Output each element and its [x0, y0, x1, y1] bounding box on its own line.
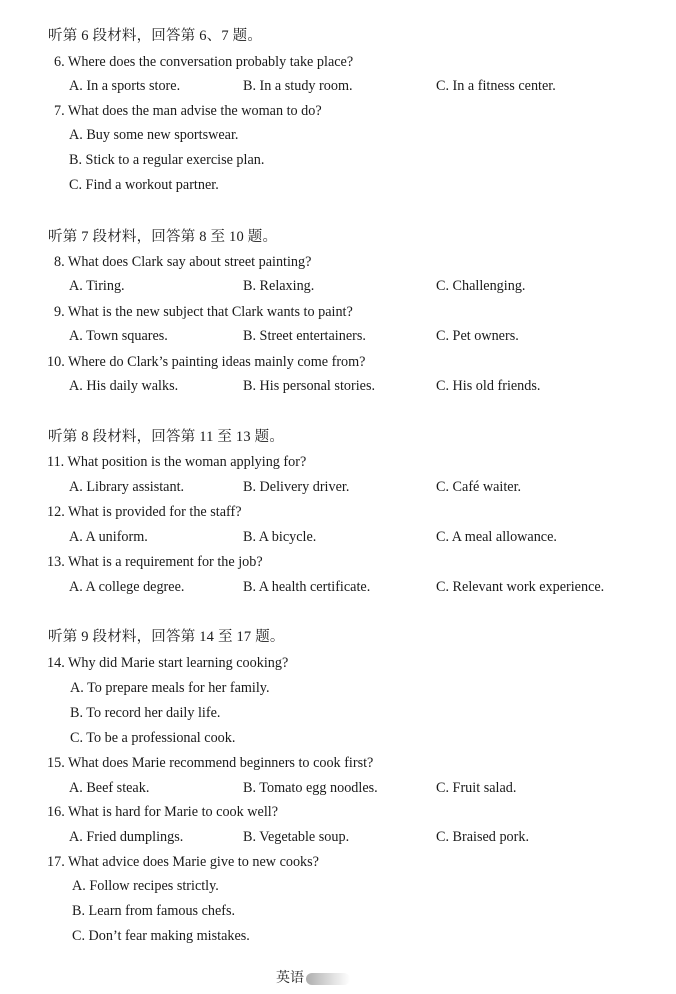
- option-b: B. Street entertainers.: [243, 328, 366, 344]
- option-a: A. Tiring.: [69, 278, 125, 294]
- option-c: C. Relevant work experience.: [436, 579, 605, 595]
- option-c: C. In a fitness center.: [436, 78, 556, 94]
- question-stem: 15. What does Marie recommend beginners to cook first?: [47, 755, 374, 771]
- option-a: A. A college degree.: [69, 579, 185, 595]
- option-b: B. Learn from famous chefs.: [72, 903, 236, 919]
- option-c: C. Fruit salad.: [436, 780, 517, 796]
- option-a: A. In a sports store.: [69, 78, 181, 94]
- question-stem: 10. Where do Clark’s painting ideas mainly come from?: [47, 354, 366, 370]
- footer-label: 英语: [276, 971, 304, 986]
- page-footer: [276, 967, 350, 987]
- option-c: C. A meal allowance.: [436, 529, 557, 545]
- option-a: A. Fried dumplings.: [69, 829, 184, 845]
- question-stem: 12. What is provided for the staff?: [47, 504, 242, 520]
- section-title: 听第 6 段材料，回答第 6、7 题。: [48, 28, 263, 44]
- option-a: A. Town squares.: [69, 328, 168, 344]
- option-b: B. Tomato egg noodles.: [243, 780, 378, 796]
- option-c: C. Find a workout partner.: [69, 177, 219, 193]
- option-b: B. His personal stories.: [243, 378, 376, 394]
- footer-smudge: [306, 973, 350, 985]
- option-b: B. Stick to a regular exercise plan.: [69, 152, 265, 168]
- question-stem: 14. Why did Marie start learning cooking?: [47, 655, 289, 671]
- option-a: A. Buy some new sportswear.: [69, 127, 239, 143]
- question-stem: 13. What is a requirement for the job?: [47, 554, 263, 570]
- option-b: B. To record her daily life.: [70, 705, 221, 721]
- option-b: B. Vegetable soup.: [243, 829, 350, 845]
- question-stem: 17. What advice does Marie give to new cooks?: [47, 854, 319, 870]
- section-title: 听第 8 段材料，回答第 11 至 13 题。: [48, 429, 285, 445]
- question-stem: 16. What is hard for Marie to cook well?: [47, 804, 279, 820]
- question-stem: 6. Where does the conversation probably take place?: [54, 54, 354, 70]
- option-a: A. Library assistant.: [69, 479, 185, 495]
- option-c: C. Café waiter.: [436, 479, 522, 495]
- section-title: 听第 7 段材料，回答第 8 至 10 题。: [48, 229, 278, 245]
- option-c: C. Braised pork.: [436, 829, 529, 845]
- option-a: A. His daily walks.: [69, 378, 179, 394]
- option-c: C. To be a professional cook.: [70, 730, 236, 746]
- option-a: A. To prepare meals for her family.: [70, 680, 270, 696]
- option-c: C. Challenging.: [436, 278, 526, 294]
- option-a: A. Follow recipes strictly.: [72, 878, 219, 894]
- option-c: C. Pet owners.: [436, 328, 519, 344]
- question-stem: 11. What position is the woman applying for?: [47, 454, 307, 470]
- section-title: 听第 9 段材料，回答第 14 至 17 题。: [48, 629, 285, 645]
- question-stem: 9. What is the new subject that Clark wants to paint?: [54, 304, 353, 320]
- option-b: B. A bicycle.: [243, 529, 317, 545]
- option-b: B. In a study room.: [243, 78, 353, 94]
- option-b: B. A health certificate.: [243, 579, 371, 595]
- option-b: B. Delivery driver.: [243, 479, 350, 495]
- option-b: B. Relaxing.: [243, 278, 315, 294]
- option-c: C. Don’t fear making mistakes.: [72, 928, 250, 944]
- option-a: A. Beef steak.: [69, 780, 150, 796]
- question-stem: 8. What does Clark say about street painting?: [54, 254, 312, 270]
- option-c: C. His old friends.: [436, 378, 541, 394]
- option-a: A. A uniform.: [69, 529, 148, 545]
- question-stem: 7. What does the man advise the woman to do?: [54, 103, 322, 119]
